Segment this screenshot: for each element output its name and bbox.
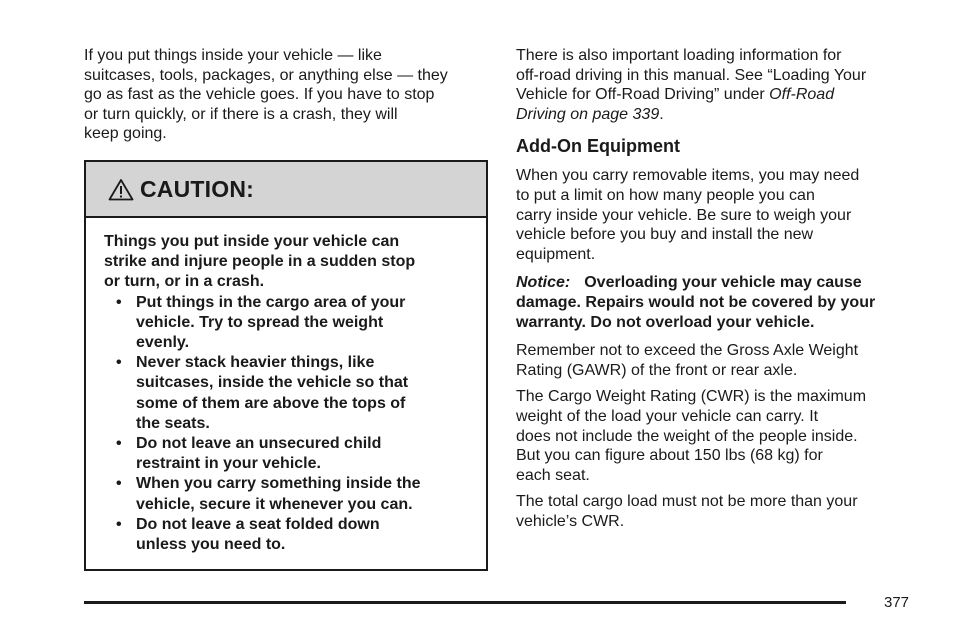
bullet-line: evenly. bbox=[136, 334, 190, 352]
notice-line: damage. Repairs would not be covered by your bbox=[516, 293, 876, 311]
notice-paragraph bbox=[516, 273, 926, 332]
cwr-paragraph bbox=[516, 387, 926, 485]
caution-bullet-item bbox=[104, 353, 486, 434]
bullet-line: the seats. bbox=[136, 414, 210, 432]
section-heading: Add-On Equipment bbox=[516, 136, 680, 157]
warning-triangle-icon bbox=[108, 178, 134, 201]
caution-lead-line: or turn, or in a crash. bbox=[104, 273, 265, 291]
notice-text: Overloading your vehicle may cause bbox=[584, 274, 862, 292]
footer-rule bbox=[84, 601, 846, 604]
caution-header bbox=[86, 162, 486, 218]
cross-reference-link[interactable]: Off-Road bbox=[769, 86, 835, 104]
bullet-line: Never stack heavier things, like bbox=[136, 354, 375, 372]
bullet-line: unless you need to. bbox=[136, 536, 286, 554]
left-column bbox=[84, 46, 488, 144]
intro-paragraph bbox=[84, 46, 488, 144]
caution-bullet-item bbox=[104, 293, 486, 354]
bullet-line: restraint in your vehicle. bbox=[136, 455, 321, 473]
caution-box bbox=[84, 160, 488, 571]
caution-bullet-list bbox=[104, 293, 486, 556]
gawr-line: Rating (GAWR) of the front or rear axle. bbox=[516, 361, 798, 379]
notice-label: Notice: bbox=[516, 274, 571, 292]
caution-bullet-item bbox=[104, 515, 486, 555]
caution-lead bbox=[104, 232, 486, 293]
cwr-line: The Cargo Weight Rating (CWR) is the maximum bbox=[516, 388, 867, 406]
cwr-line: each seat. bbox=[516, 466, 590, 484]
loading-line: off-road driving in this manual. See “Loading Your bbox=[516, 66, 867, 84]
addon-line: to put a limit on how many people you can bbox=[516, 186, 815, 204]
bullet-line: vehicle. Try to spread the weight bbox=[136, 313, 384, 331]
intro-line: or turn quickly, or if there is a crash, they will bbox=[84, 105, 398, 123]
bullet-icon: • bbox=[116, 354, 122, 372]
cross-reference-link[interactable]: Driving on page 339 bbox=[516, 105, 660, 123]
addon-line: When you carry removable items, you may need bbox=[516, 167, 860, 185]
bullet-icon: • bbox=[116, 475, 122, 493]
addon-paragraph bbox=[516, 166, 926, 264]
loading-end: . bbox=[659, 105, 664, 123]
caution-title: CAUTION: bbox=[140, 175, 255, 202]
loading-paragraph bbox=[516, 46, 926, 124]
page-number: 377 bbox=[884, 594, 910, 611]
addon-line: vehicle before you buy and install the new bbox=[516, 226, 814, 244]
right-column bbox=[516, 46, 926, 531]
loading-line-text: Vehicle for Off-Road Driving” under bbox=[516, 86, 765, 104]
bullet-line: some of them are above the tops of bbox=[136, 394, 406, 412]
caution-body bbox=[86, 218, 486, 555]
cwr-line: does not include the weight of the people inside. bbox=[516, 427, 858, 445]
cwr-line: weight of the load your vehicle can carry. It bbox=[516, 407, 819, 425]
caution-lead-line: Things you put inside your vehicle can bbox=[104, 233, 400, 250]
notice-line: warranty. Do not overload your vehicle. bbox=[516, 313, 815, 331]
cwr-line: But you can figure about 150 lbs (68 kg) for bbox=[516, 447, 823, 465]
intro-line: keep going. bbox=[84, 125, 167, 143]
bullet-icon: • bbox=[116, 515, 122, 533]
bullet-line: vehicle, secure it whenever you can. bbox=[136, 495, 413, 513]
bullet-icon: • bbox=[116, 435, 122, 453]
intro-line: If you put things inside your vehicle — like bbox=[84, 47, 382, 64]
loading-line bbox=[516, 85, 926, 105]
bullet-line: Do not leave an unsecured child bbox=[136, 435, 382, 453]
bullet-line: When you carry something inside the bbox=[136, 475, 421, 493]
gawr-paragraph bbox=[516, 341, 926, 380]
bullet-line: Put things in the cargo area of your bbox=[136, 293, 406, 311]
total-cargo-line: The total cargo load must not be more than your bbox=[516, 493, 858, 511]
gawr-line: Remember not to exceed the Gross Axle Weight bbox=[516, 342, 859, 360]
addon-line: equipment. bbox=[516, 245, 596, 263]
bullet-icon: • bbox=[116, 293, 122, 311]
loading-line bbox=[516, 105, 926, 125]
intro-line: go as fast as the vehicle goes. If you have to stop bbox=[84, 86, 435, 104]
total-cargo-paragraph bbox=[516, 492, 926, 531]
notice-line bbox=[516, 273, 926, 293]
loading-line: There is also important loading information for bbox=[516, 47, 842, 64]
caution-bullet-item bbox=[104, 474, 486, 514]
caution-bullet-item bbox=[104, 434, 486, 474]
addon-line: carry inside your vehicle. Be sure to weigh your bbox=[516, 206, 852, 224]
bullet-line: suitcases, inside the vehicle so that bbox=[136, 374, 409, 392]
intro-line: suitcases, tools, packages, or anything else — they bbox=[84, 66, 448, 84]
bullet-line: Do not leave a seat folded down bbox=[136, 515, 380, 533]
total-cargo-line: vehicle’s CWR. bbox=[516, 512, 625, 530]
caution-lead-line: strike and injure people in a sudden stop bbox=[104, 253, 416, 271]
